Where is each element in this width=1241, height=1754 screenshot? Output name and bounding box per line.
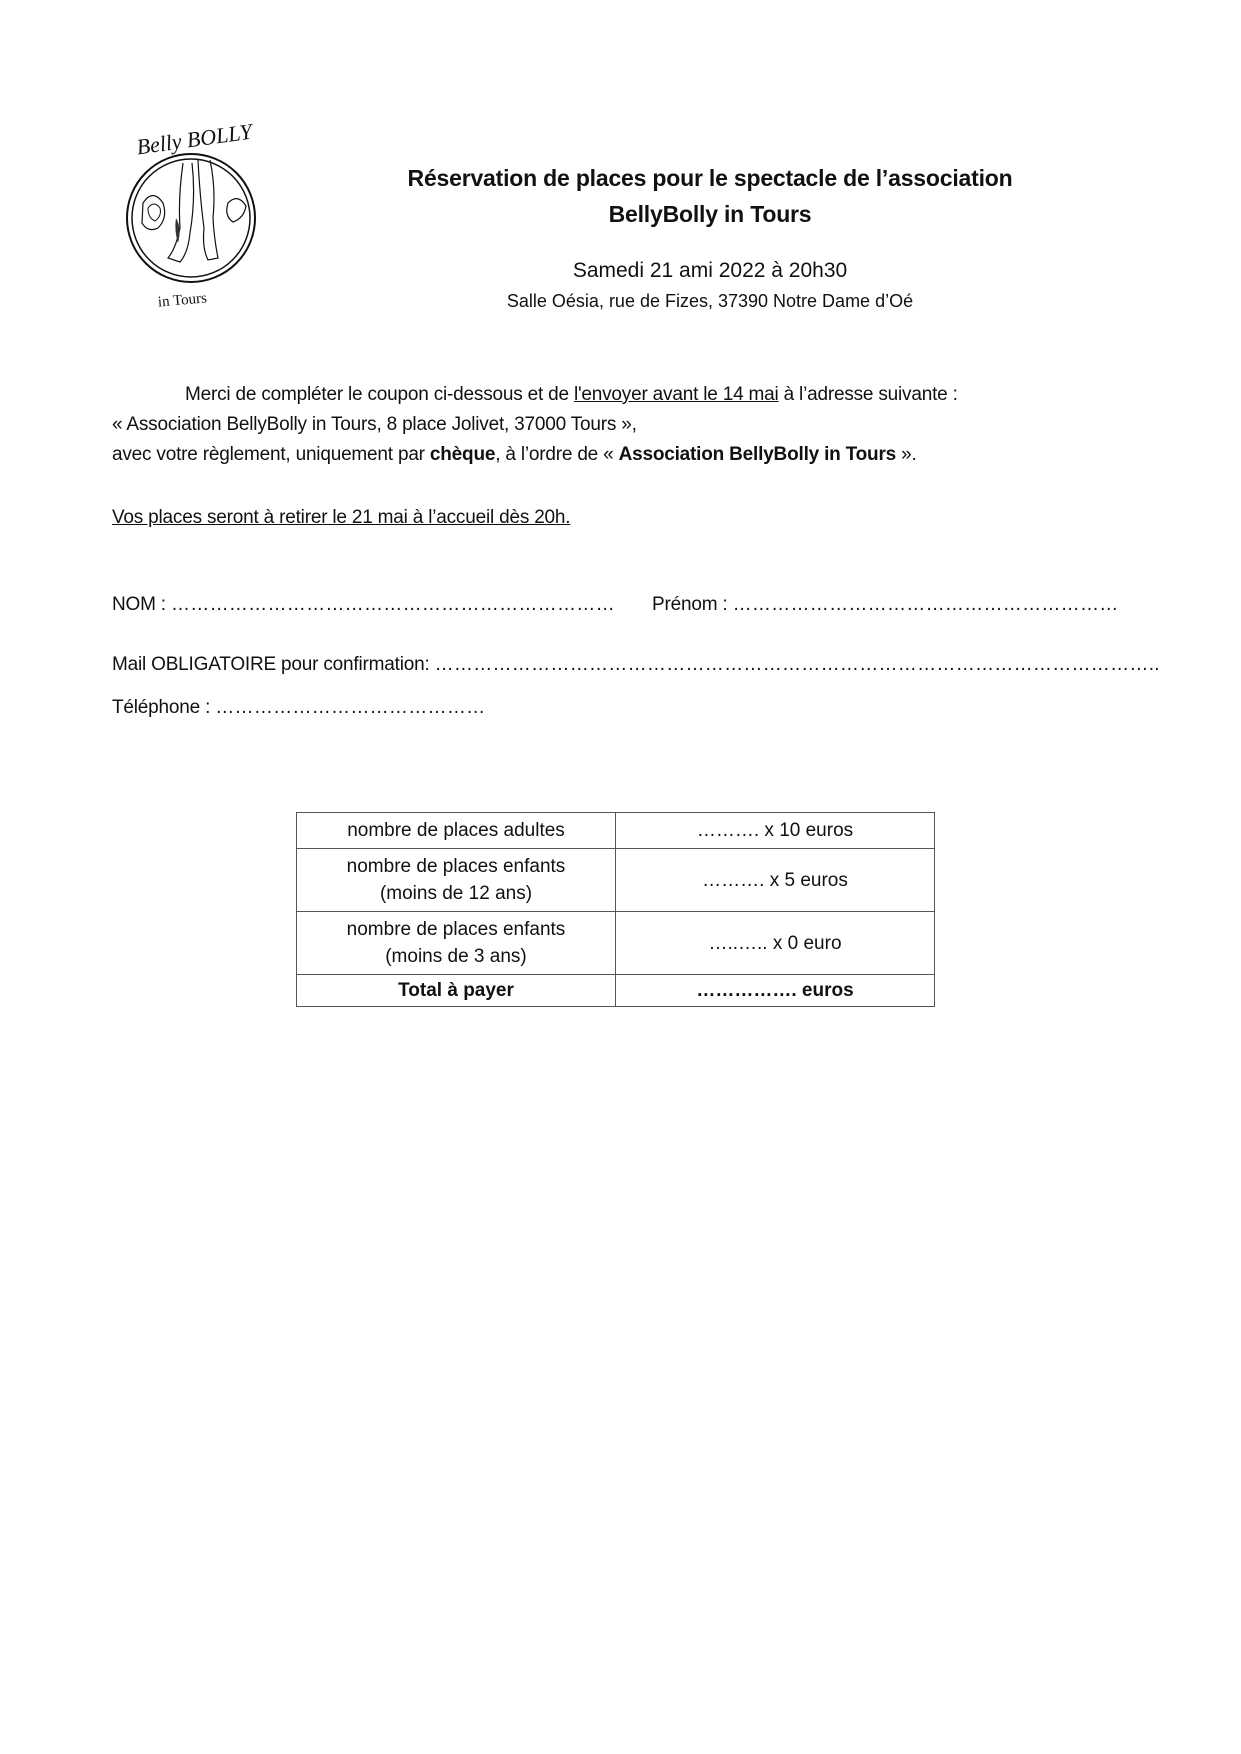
price-table bbox=[296, 812, 935, 1007]
table-row bbox=[297, 849, 935, 912]
instructions-paragraph-1 bbox=[112, 380, 1142, 410]
row-label-line: (moins de 12 ans) bbox=[379, 883, 533, 904]
prenom-field[interactable] bbox=[652, 594, 1119, 616]
nom-input-line[interactable]: …………………………………………………………… bbox=[170, 594, 615, 615]
mail-label: Mail OBLIGATOIRE pour confirmation: bbox=[112, 654, 435, 675]
telephone-label: Téléphone : bbox=[112, 697, 216, 718]
mail-field[interactable] bbox=[112, 654, 1160, 676]
row-label-line: nombre de places adultes bbox=[347, 820, 565, 841]
row-label bbox=[297, 912, 616, 975]
instructions-text: à l’adresse suivante : bbox=[778, 384, 958, 405]
logo-bottom-text: in Tours bbox=[157, 290, 208, 311]
event-date: Samedi 21 ami 2022 à 20h30 bbox=[572, 259, 848, 282]
instructions bbox=[112, 380, 1142, 533]
payment-method: chèque bbox=[429, 444, 496, 465]
total-row bbox=[297, 975, 935, 1007]
nom-label: NOM : bbox=[112, 594, 171, 615]
table-row bbox=[297, 912, 935, 975]
table-row bbox=[297, 813, 935, 849]
telephone-field[interactable] bbox=[112, 697, 485, 719]
row-label-line: nombre de places enfants bbox=[346, 919, 566, 940]
row-label bbox=[297, 849, 616, 912]
payment-instructions bbox=[112, 440, 1142, 470]
prenom-input-line[interactable]: …………………………………………………… bbox=[732, 594, 1119, 615]
prenom-label: Prénom : bbox=[652, 594, 733, 615]
payment-text: avec votre règlement, uniquement par bbox=[112, 444, 430, 465]
row-value[interactable]: ………. x 5 euros bbox=[616, 849, 935, 912]
title-line-2: BellyBolly in Tours bbox=[608, 201, 812, 227]
row-value[interactable]: …..….. x 0 euro bbox=[616, 912, 935, 975]
title-line-1: Réservation de places pour le spectacle de l’association bbox=[407, 165, 1013, 191]
mail-input-line[interactable]: ………………………………………………………………………………………………….. bbox=[434, 654, 1160, 675]
telephone-input-line[interactable]: …………………………………… bbox=[215, 697, 486, 718]
row-label-line: (moins de 3 ans) bbox=[385, 946, 527, 967]
payee-name: Association BellyBolly in Tours bbox=[618, 444, 897, 465]
pickup-info: Vos places seront à retirer le 21 mai à l’accueil dès 20h. bbox=[112, 507, 571, 528]
total-value[interactable]: ……………. euros bbox=[616, 975, 935, 1007]
total-label: Total à payer bbox=[297, 975, 616, 1007]
row-value[interactable]: ………. x 10 euros bbox=[616, 813, 935, 849]
payment-text: , à l’ordre de « bbox=[495, 444, 619, 465]
header bbox=[330, 160, 1090, 316]
belly-bolly-logo bbox=[118, 118, 278, 318]
row-label-line: nombre de places enfants bbox=[346, 856, 566, 877]
deadline-underlined: l'envoyer avant le 14 mai bbox=[573, 384, 779, 405]
row-label bbox=[297, 813, 616, 849]
nom-field[interactable] bbox=[112, 594, 615, 616]
payment-text: ». bbox=[896, 444, 917, 465]
logo-top-text: Belly BOLLY bbox=[134, 118, 254, 160]
instructions-text: Merci de compléter le coupon ci-dessous et de bbox=[185, 384, 574, 405]
mailing-address: « Association BellyBolly in Tours, 8 place Jolivet, 37000 Tours », bbox=[112, 414, 637, 435]
event-venue: Salle Oésia, rue de Fizes, 37390 Notre Dame d’Oé bbox=[506, 291, 914, 311]
